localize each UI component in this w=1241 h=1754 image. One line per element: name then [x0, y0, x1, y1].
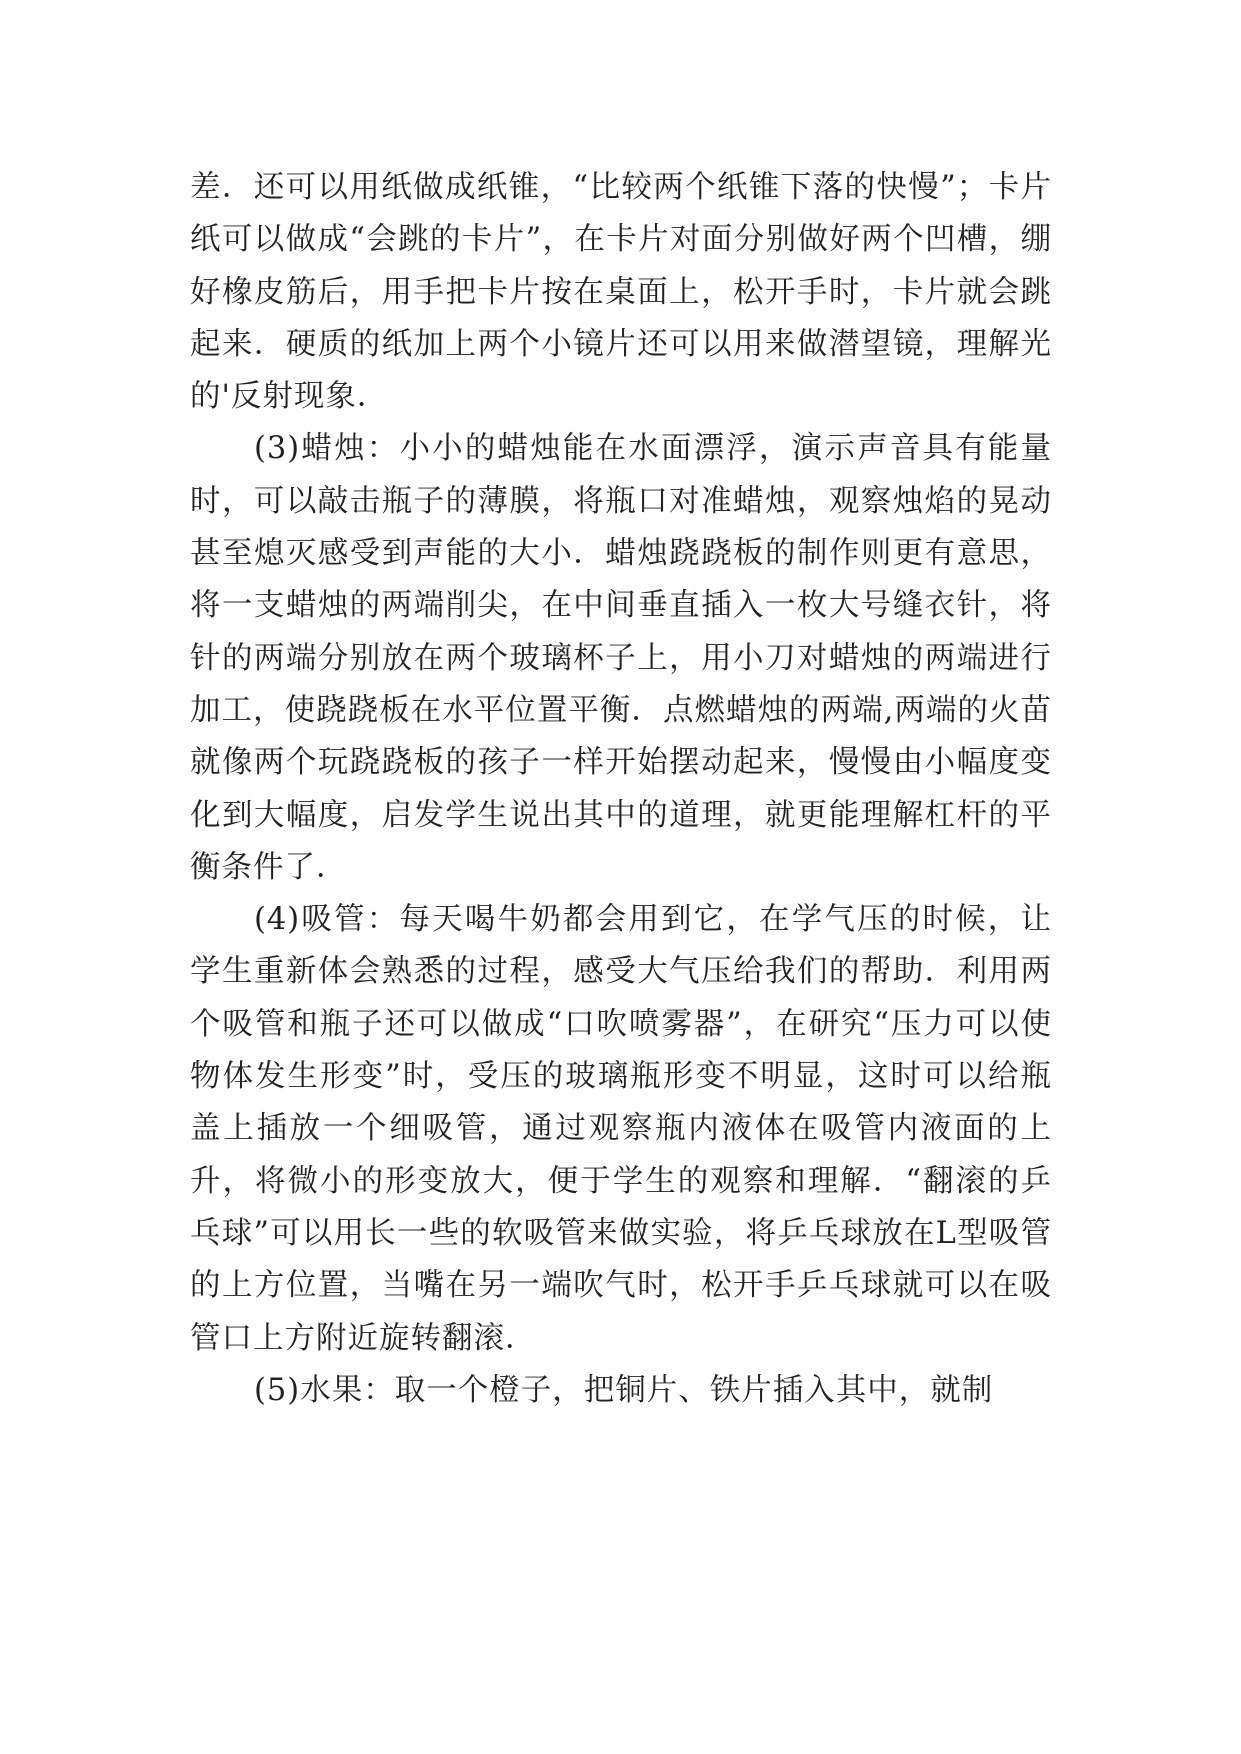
paragraph-candle: (3)蜡烛：小小的蜡烛能在水面漂浮，演示声音具有能量时，可以敲击瓶子的薄膜，将瓶口对准蜡烛，观察烛焰的晃动甚至熄灭感受到声能的大小．蜡烛跷跷板的制作则更有意思，将一支蜡烛的两端削尖，在中间垂直插入一枚大号缝衣针，将针的两端分别放在两个玻璃杯子上，用小刀对蜡烛的两端进行加工，使跷跷板在水平位置平衡．点燃蜡烛的两端,两端的火苗就像两个玩跷跷板的孩子一样开始摆动起来，慢慢由小幅度变化到大幅度，启发学生说出其中的道理，就更能理解杠杆的平衡条件了．	[190, 431, 1052, 885]
body-text	[190, 162, 1052, 1417]
paragraph-straw: (4)吸管：每天喝牛奶都会用到它，在学气压的时候，让学生重新体会熟悉的过程，感受大气压给我们的帮助．利用两个吸管和瓶子还可以做成“口吹喷雾器”，在研究“压力可以使物体发生形变”时，受压的玻璃瓶形变不明显，这时可以给瓶盖上插放一个细吸管，通过观察瓶内液体在吸管内液面的上升，将微小的形变放大，便于学生的观察和理解．“翻滚的乒乓球”可以用长一些的软吸管来做实验，将乒乓球放在L型吸管的上方位置，当嘴在另一端吹气时，松开手乒乓球就可以在吸管口上方附近旋转翻滚．	[190, 902, 1052, 1356]
paragraph-fruit: (5)水果：取一个橙子，把铜片、铁片插入其中，就制	[254, 1372, 994, 1408]
paragraph-paper-continuation: 差．还可以用纸做成纸锥，“比较两个纸锥下落的快慢”；卡片纸可以做成“会跳的卡片”，在卡片对面分别做好两个凹槽，绷好橡皮筋后，用手把卡片按在桌面上，松开手时，卡片就会跳起来．硬质的纸加上两个小镜片还可以用来做潜望镜，理解光的'反射现象．	[190, 170, 1052, 415]
